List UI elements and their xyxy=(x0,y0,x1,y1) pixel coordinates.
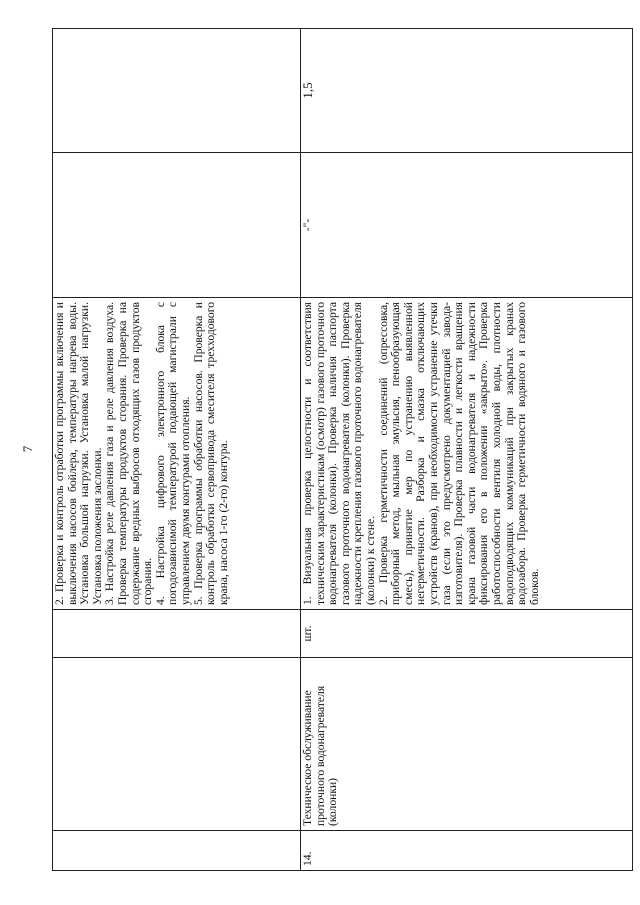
column-6-cell xyxy=(53,29,301,153)
column-6-cell: 1,5 xyxy=(301,29,633,153)
description-cell xyxy=(301,298,633,610)
description-cell xyxy=(53,298,301,610)
unit-cell: шт. xyxy=(301,610,633,658)
unit-cell xyxy=(53,610,301,658)
services-table xyxy=(52,28,633,871)
table-row xyxy=(53,29,301,871)
page-number: 7 xyxy=(20,445,35,453)
description-paragraph: 2. Проверка и контроль отработки программы включения и выключения насосов бойлера, температуры нагрева воды. Установка большой нагрузки. Установка малой нагрузки. Установка положения заслонки. xyxy=(53,302,104,605)
description-paragraph: 3. Настройка реле давления газа и реле давления воздуха. Проверка температуры продуктов сгорания. Проверка на содержание вредных выбросов отходящих газов продуктов сгорания. xyxy=(103,302,155,605)
column-5-cell: -"- xyxy=(301,153,633,298)
row-number-cell xyxy=(53,831,301,871)
table-row xyxy=(301,29,633,871)
service-name-cell xyxy=(53,658,301,831)
service-name-cell: Техническое обслуживание проточного водонагревателя (колонки) xyxy=(301,658,633,831)
description-paragraph: 4. Настройка цифрового электронного блока с погодозависимой температурой подающей магистрали с управлением двумя контурами отопления. xyxy=(153,302,192,605)
column-5-cell xyxy=(53,153,301,298)
row-number-cell: 14. xyxy=(301,831,633,871)
description-paragraph: 1. Визуальная проверка целостности и соответствия техническим характеристикам (осмотр) газового проточного водонагревателя (колонки). Проверка наличия паспорта газового проточного водонагревателя (колонки). Проверка надежности крепления газового проточного водонагревателя (колонки) к стене. xyxy=(301,302,377,605)
description-paragraph: 2. Проверка герметичности соединений (опрессовка, приборный метод, мыльная эмульсия, пенообразующая смесь), принятие мер по устранению выявленной негерметичности. Разборка и смазка отключающих устройств (кранов), при необходимости устранение утечки газа (если это предусмотрено документацией завода-изготовителя). Проверка плавности и легкости вращения крана газовой части водонагревателя и надежности фиксирования его в положении «закрыто». Проверка работоспособности вентиля холодной воды, плотности водоподводящих коммуникаций при закрытых кранах водозабора. Проверка герметичности водяного и газового блоков. xyxy=(376,302,541,605)
rotated-table-container xyxy=(52,29,632,871)
description-paragraph: 5. Проверка программы обработки насосов. Проверка и контроль обработки сервопривода смесителя трехходового крана, насоса 1-го (2-го) контура. xyxy=(191,302,230,605)
